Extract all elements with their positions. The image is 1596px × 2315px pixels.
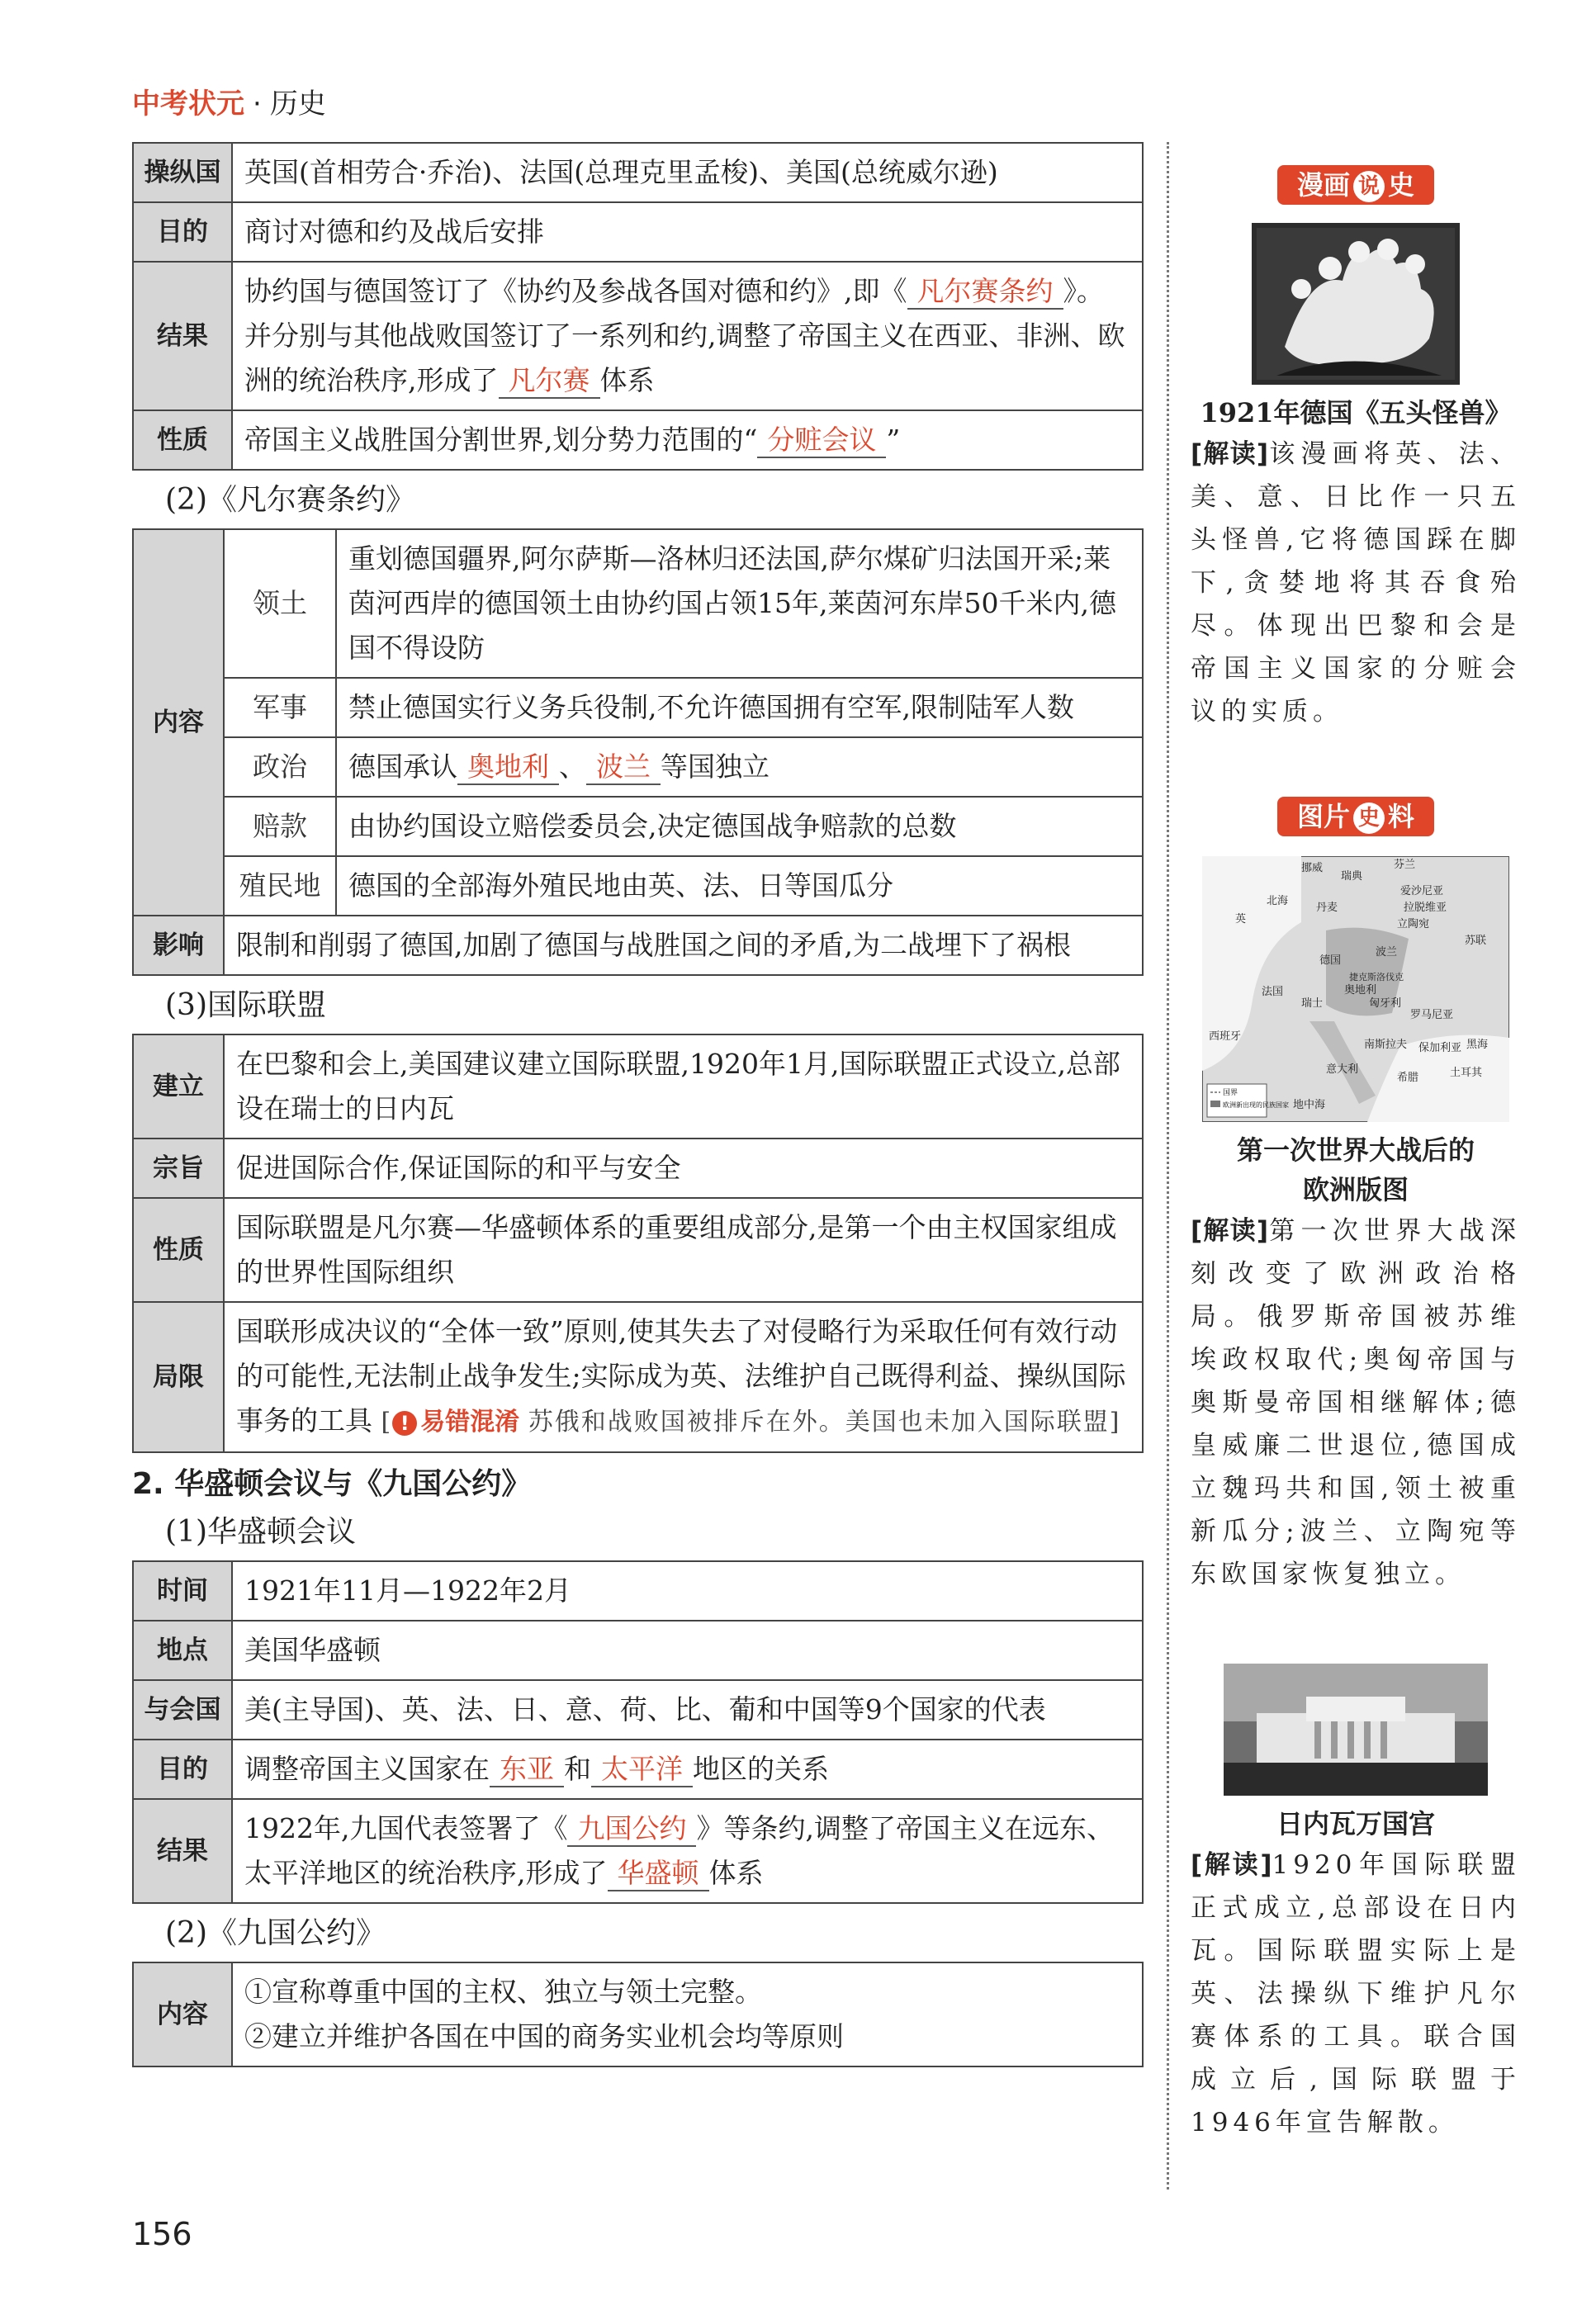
palace-interpretation: [解读]1920年国际联盟正式成立,总部设在日内瓦。国际联盟实际上是英、法操纵下维护凡尔赛体系的工具。联合国成立后,国际联盟于1946年宣告解散。 <box>1191 1850 1521 2137</box>
map-label: 拉脱维亚 <box>1404 902 1447 914</box>
map-label: 爱沙尼亚 <box>1400 885 1444 897</box>
map-label: 德国 <box>1319 954 1342 967</box>
washington-conference-table <box>132 1560 1144 1904</box>
europe-map <box>1202 856 1509 1122</box>
map-sidebar <box>1191 797 1521 1596</box>
map-label: 匈牙利 <box>1369 997 1402 1010</box>
map-label: 法国 <box>1262 986 1284 998</box>
answer-blank: 太平洋 <box>591 1753 693 1787</box>
page-number: 156 <box>132 2216 192 2252</box>
answer-blank: 九国公约 <box>567 1812 696 1847</box>
map-caption: 第一次世界大战后的 欧洲版图 <box>1236 1134 1475 1205</box>
map-legend-label: 国界 <box>1223 1089 1238 1097</box>
answer-blank: 波兰 <box>586 750 661 785</box>
map-label: 意大利 <box>1326 1063 1359 1076</box>
answer-blank: 华盛顿 <box>608 1857 709 1891</box>
table-row: 目的 调整帝国主义国家在 东亚 和 太平洋 地区的关系 <box>133 1740 1143 1799</box>
main-column <box>132 142 1144 2067</box>
cartoon-history-badge: 漫画 说 史 <box>1277 165 1434 205</box>
map-label: 土耳其 <box>1450 1067 1483 1079</box>
map-label: 波兰 <box>1376 946 1398 959</box>
table-row: 地点 美国华盛顿 <box>133 1621 1143 1680</box>
table-row: 目的 商讨对德和约及战后安排 <box>133 202 1143 262</box>
paris-conference-table <box>132 142 1144 471</box>
exclamation-icon: ! <box>392 1411 417 1436</box>
map-legend-label: 欧洲新出现的民族国家 <box>1223 1101 1289 1109</box>
map-label: 芬兰 <box>1394 859 1416 871</box>
map-label: 奥地利 <box>1344 984 1377 997</box>
league-of-nations-table <box>132 1034 1144 1453</box>
table-row: 与会国 美(主导国)、英、法、日、意、荷、比、葡和中国等9个国家的代表 <box>133 1680 1143 1740</box>
map-label: 南斯拉夫 <box>1364 1039 1408 1051</box>
map-label: 立陶宛 <box>1397 918 1430 930</box>
palace-caption: 日内瓦万国宫 <box>1276 1808 1435 1839</box>
picture-source-badge: 图片 史 料 <box>1277 797 1434 836</box>
map-label: 丹麦 <box>1316 902 1338 914</box>
table-row: 影响 限制和削弱了德国,加剧了德国与战胜国之间的矛盾,为二战埋下了祸根 <box>133 916 1143 975</box>
league-heading: (3)国际联盟 <box>165 988 326 1022</box>
cartoon-sidebar <box>1191 165 1521 733</box>
map-label: 黑海 <box>1466 1039 1489 1051</box>
map-label: 捷克斯洛伐克 <box>1349 972 1404 982</box>
answer-blank: 分赃会议 <box>757 424 886 458</box>
map-label: 地中海 <box>1293 1099 1326 1111</box>
map-label: 挪威 <box>1301 862 1324 874</box>
tip-text: 苏俄和战败国被排斥在外。美国也未加入国际联盟 <box>528 1408 1110 1437</box>
palace-sidebar <box>1191 1664 1521 2144</box>
map-interpretation: [解读]第一次世界大战深刻改变了欧洲政治格局。俄罗斯帝国被苏维埃政权取代;奥匈帝国与奥斯曼帝国相继解体;德皇威廉二世退位,德国成立魏玛共和国,领土被重新瓜分;波兰、立陶宛等东欧国家恢复独立。 <box>1191 1216 1521 1589</box>
versailles-treaty-table <box>132 528 1144 976</box>
column-divider <box>1167 142 1169 2190</box>
table-row: 殖民地 德国的全部海外殖民地由英、法、日等国瓜分 <box>133 856 1143 916</box>
nine-power-heading: (2)《九国公约》 <box>165 1916 386 1950</box>
answer-blank: 凡尔赛 <box>499 364 600 399</box>
table-row: 局限 国联形成决议的“全体一致”原则,使其失去了对侵略行为采取任何有效行动的可能性,无法制止战争发生;实际成为英、法维护自己既得利益、操纵国际事务的工具 [ ! 易错混淆 苏俄和战败国被排斥在外。美国也未加入国际联盟] <box>133 1302 1143 1452</box>
table-row: 操纵国 英国(首相劳合·乔治)、法国(总理克里孟梭)、美国(总统威尔逊) <box>133 143 1143 202</box>
map-label: 保加利亚 <box>1418 1042 1462 1054</box>
map-label: 西班牙 <box>1209 1030 1242 1043</box>
map-label: 北海 <box>1267 895 1289 907</box>
table-row: 政治 德国承认 奥地利 、 波兰 等国独立 <box>133 737 1143 797</box>
table-row: 性质 帝国主义战胜国分割世界,划分势力范围的“ 分赃会议 ” <box>133 410 1143 470</box>
palace-of-nations-photo <box>1224 1664 1488 1796</box>
map-label: 希腊 <box>1397 1072 1419 1084</box>
map-label: 瑞典 <box>1341 870 1363 883</box>
answer-blank: 奥地利 <box>457 750 559 785</box>
washington-heading: (1)华盛顿会议 <box>165 1515 356 1549</box>
versailles-heading: (2)《凡尔赛条约》 <box>165 483 415 517</box>
table-row: 宗旨 促进国际合作,保证国际的和平与安全 <box>133 1139 1143 1198</box>
table-row: 军事 禁止德国实行义务兵役制,不允许德国拥有空军,限制陆军人数 <box>133 678 1143 737</box>
table-row: 性质 国际联盟是凡尔赛—华盛顿体系的重要组成部分,是第一个由主权国家组成的世界性国际组织 <box>133 1198 1143 1302</box>
cartoon-interpretation: [解读]该漫画将英、法、美、意、日比作一只五头怪兽,它将德国踩在脚下,贪婪地将其吞食殆尽。体现出巴黎和会是帝国主义国家的分赃会议的实质。 <box>1191 439 1521 727</box>
map-label: 英 <box>1235 913 1247 926</box>
table-row: 内容 领土 重划德国疆界,阿尔萨斯—洛林归还法国,萨尔煤矿归法国开采;莱茵河西岸的德国领土由协约国占领15年,莱茵河东岸50千米内,德国不得设防 <box>133 529 1143 678</box>
subject-label: 历史 <box>269 88 326 121</box>
answer-blank: 凡尔赛条约 <box>907 275 1063 310</box>
table-row: 内容 ①宣称尊重中国的主权、独立与领土完整。 ②建立并维护各国在中国的商务实业机会均等原则 <box>133 1962 1143 2066</box>
table-row: 赔款 由协约国设立赔偿委员会,决定德国战争赔款的总数 <box>133 797 1143 856</box>
page-header: 中考状元 · 历史 <box>132 88 326 121</box>
table-row: 结果 1922年,九国代表签署了《 九国公约 》等条约,调整了帝国主义在远东、太平洋地区的统治秩序,形成了 华盛顿 体系 <box>133 1799 1143 1903</box>
section-heading: 2. 华盛顿会议与《九国公约》 <box>132 1467 532 1501</box>
error-prone-badge: ! 易错混淆 <box>392 1400 519 1445</box>
table-row: 建立 在巴黎和会上,美国建议建立国际联盟,1920年1月,国际联盟正式设立,总部设在瑞士的日内瓦 <box>133 1034 1143 1139</box>
cartoon-caption: 1921年德国《五头怪兽》 <box>1200 397 1512 428</box>
table-row: 时间 1921年11月—1922年2月 <box>133 1561 1143 1621</box>
table-row: 结果 协约国与德国签订了《协约及参战各国对德和约》,即《 凡尔赛条约 》。并分别与其他战败国签订了一系列和约,调整了帝国主义在西亚、非洲、欧洲的统治秩序,形成了 凡尔赛 体系 <box>133 262 1143 410</box>
map-label: 罗马尼亚 <box>1410 1009 1454 1021</box>
five-headed-monster-cartoon <box>1252 223 1460 385</box>
answer-blank: 东亚 <box>490 1753 564 1787</box>
map-label: 苏联 <box>1465 935 1487 947</box>
nine-power-table <box>132 1962 1144 2067</box>
map-label: 瑞士 <box>1301 997 1324 1010</box>
brand-logo: 中考状元 <box>132 88 244 121</box>
